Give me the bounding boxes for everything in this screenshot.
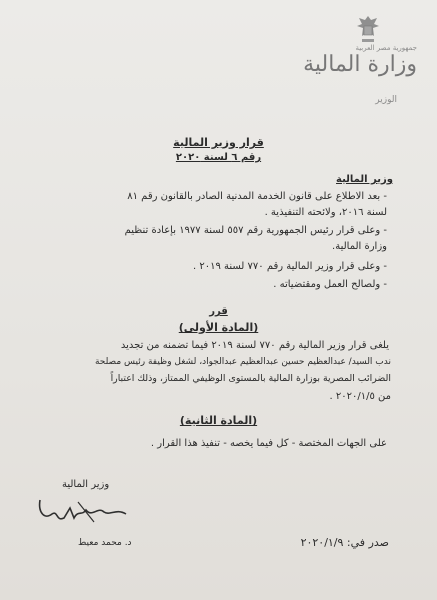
article1-title: (المادة الأولى): [178, 321, 259, 334]
article2-text: على الجهات المختصة - كل فيما يخصه - تنفيذ هذا القرار .: [150, 438, 387, 449]
article2-title: (المادة الثانية): [179, 414, 258, 427]
article1-line: من ٢٠٢٠/١/٥ .: [329, 391, 391, 402]
signatory-name: د. محمد معيط: [78, 538, 132, 548]
preamble-line: - ولصالح العمل ومقتضياته .: [273, 279, 387, 290]
office-label: الوزير: [375, 95, 397, 105]
decided-heading: قرر: [209, 306, 228, 317]
ministry-name: وزارة المالية: [303, 52, 417, 77]
preamble-line: - وعلى قرار وزير المالية رقم ٧٧٠ لسنة ٢٠١٩ .: [192, 261, 387, 272]
preamble-line: وزارة المالية.: [332, 241, 387, 252]
preamble-line: - وعلى قرار رئيس الجمهورية رقم ٥٥٧ لسنة ١٩٧٧ بإعادة تنظيم: [124, 225, 387, 236]
handwritten-signature: [34, 492, 134, 526]
decision-title: قرار وزير المالية: [173, 136, 264, 149]
preamble-line: - بعد الاطلاع على قانون الخدمة المدنية الصادر بالقانون رقم ٨١: [127, 191, 387, 202]
signature-role: وزير المالية: [62, 479, 110, 490]
article1-line: يلغى قرار وزير المالية رقم ٧٧٠ لسنة ٢٠١٩ فيما تضمنه من تجديد: [120, 340, 389, 351]
eagle-emblem-icon: [355, 14, 381, 46]
article1-line: الضرائب المصرية بوزارة المالية بالمستوى الوظيفي الممتاز، وذلك اعتباراً: [110, 373, 391, 384]
decision-number: رقم ٦ لسنة ٢٠٢٠: [175, 152, 262, 163]
preamble-line: لسنة ٢٠١٦، ولائحته التنفيذية .: [264, 207, 387, 218]
article1-line: ندب السيد/ عبدالعظيم حسين عبدالعظيم عبدالجواد، لشغل وظيفة رئيس مصلحة: [94, 357, 391, 367]
issued-date: صدر في: ٢٠٢٠/١/٩: [300, 536, 389, 549]
preamble-heading: وزير المالية: [336, 174, 393, 185]
header-top-text: جمهورية مصر العربية: [355, 44, 417, 52]
